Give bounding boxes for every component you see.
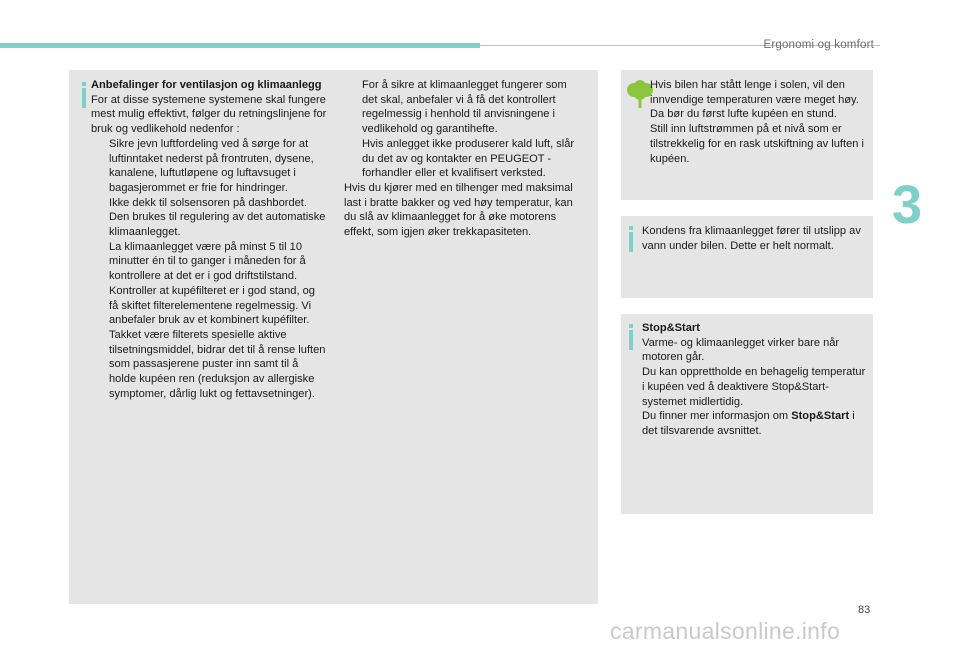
- stop-start-ref-post: i det tilsvarende avsnittet.: [642, 410, 855, 437]
- bullet-checkbox-icon: [344, 137, 362, 181]
- list-item-text: Hvis anlegget ikke produserer kald luft, slår du det av og kontakter en PEUGEOT -forhandler eller et kvalifisert verksted.: [362, 137, 575, 180]
- eco-tip-text: [650, 78, 868, 166]
- list-item: [91, 137, 327, 196]
- stop-start-text: [642, 321, 870, 439]
- info-icon: [77, 82, 91, 108]
- stop-start-ref-bold: Stop&Start: [791, 410, 850, 423]
- stop-start-paragraph: Du kan opprettholde en behagelig temperatur i kupéen ved å deaktivere Stop&Start-systemet midlertidig.: [642, 366, 866, 408]
- info-icon: [624, 226, 638, 252]
- closing-text: Hvis du kjører med en tilhenger med maksimal last i bratte bakker og ved høy temperatur, kan du slå av klimaanlegget for å øke motorens effekt, som igjen øker trekkapasiteten.: [344, 181, 573, 239]
- right-column: [344, 78, 584, 240]
- list-item-text: Kontroller at kupéfilteret er i god stand, og få skiftet filterelementene regelmessig. Vi anbefaler bruk av et kombinert kupéfilter. Takket være filterets spesielle aktive tilsetningsmiddel, bidrar det til å rense luften som passasjerene puster inn samt til å holde kupéen ren (reduksjon av allergiske symptomer, dårlig lukt og fettavsetninger).: [109, 284, 326, 400]
- stop-start-paragraph: [642, 409, 870, 438]
- stop-start-ref-pre: Du finner mer informasjon om: [642, 410, 792, 423]
- list-item-text: For å sikre at klimaanlegget fungerer som det skal, anbefaler vi å få det kontrollert regelmessig i henhold til anvisningene i vedlikehold og garantihefte.: [362, 79, 567, 136]
- watermark: carmanualsonline.info: [610, 618, 841, 644]
- box-title: Anbefalinger for ventilasjon og klimaanlegg: [91, 79, 322, 91]
- list-item: [344, 78, 584, 137]
- header-accent-bar: [0, 43, 480, 48]
- info-icon: [624, 324, 638, 350]
- eco-tip-box: [621, 70, 873, 200]
- bullet-checkbox-icon: [91, 196, 109, 240]
- stop-start-paragraph: Varme- og klimaanlegget virker bare når motoren går.: [642, 336, 840, 364]
- bullet-checkbox-icon: [91, 240, 109, 284]
- bullet-checkbox-icon: [91, 284, 109, 402]
- page-number: 83: [858, 604, 871, 616]
- section-title: Ergonomi og komfort: [763, 39, 874, 51]
- bullet-checkbox-icon: [91, 137, 109, 196]
- intro-text: For at disse systemene systemene skal fungere mest mulig effektivt, følger du retningslinjene for bruk og vedlikehold nedenfor :: [91, 93, 327, 136]
- list-item: [91, 196, 327, 240]
- list-item-text: La klimaanlegget være på minst 5 til 10 minutter én til to ganger i måneden for å kontrollere at det er i god driftstilstand.: [109, 240, 306, 283]
- condensation-box: [621, 216, 873, 298]
- stop-start-box: [621, 314, 873, 514]
- left-column: [91, 78, 327, 401]
- list-item: [91, 284, 327, 402]
- list-item: [344, 137, 584, 181]
- eco-tip-paragraph: Hvis bilen har stått lenge i solen, vil den innvendige temperaturen være meget høy. Da bør du først lufte kupéen en stund.: [650, 79, 859, 121]
- eco-tip-paragraph: Still inn luftstrømmen på et nivå som er tilstrekkelig for en rask utskiftning av luften i kupéen.: [650, 123, 864, 165]
- chapter-number: 3: [892, 175, 923, 235]
- list-item-text: Ikke dekk til solsensoren på dashbordet. Den brukes til regulering av det automatiske klimaanlegget.: [109, 196, 326, 239]
- recommendations-box: [69, 70, 598, 604]
- bullet-checkbox-icon: [344, 78, 362, 137]
- condensation-text: Kondens fra klimaanlegget fører til utslipp av vann under bilen. Dette er helt normalt.: [642, 225, 861, 252]
- list-item-text: Sikre jevn luftfordeling ved å sørge for at luftinntaket nederst på frontruten, dysene, kanalene, luftutløpene og luftavsuget i bagasjerommet er frie for hindringer.: [109, 137, 314, 194]
- list-item: [91, 240, 327, 284]
- stop-start-title: Stop&Start: [642, 322, 700, 334]
